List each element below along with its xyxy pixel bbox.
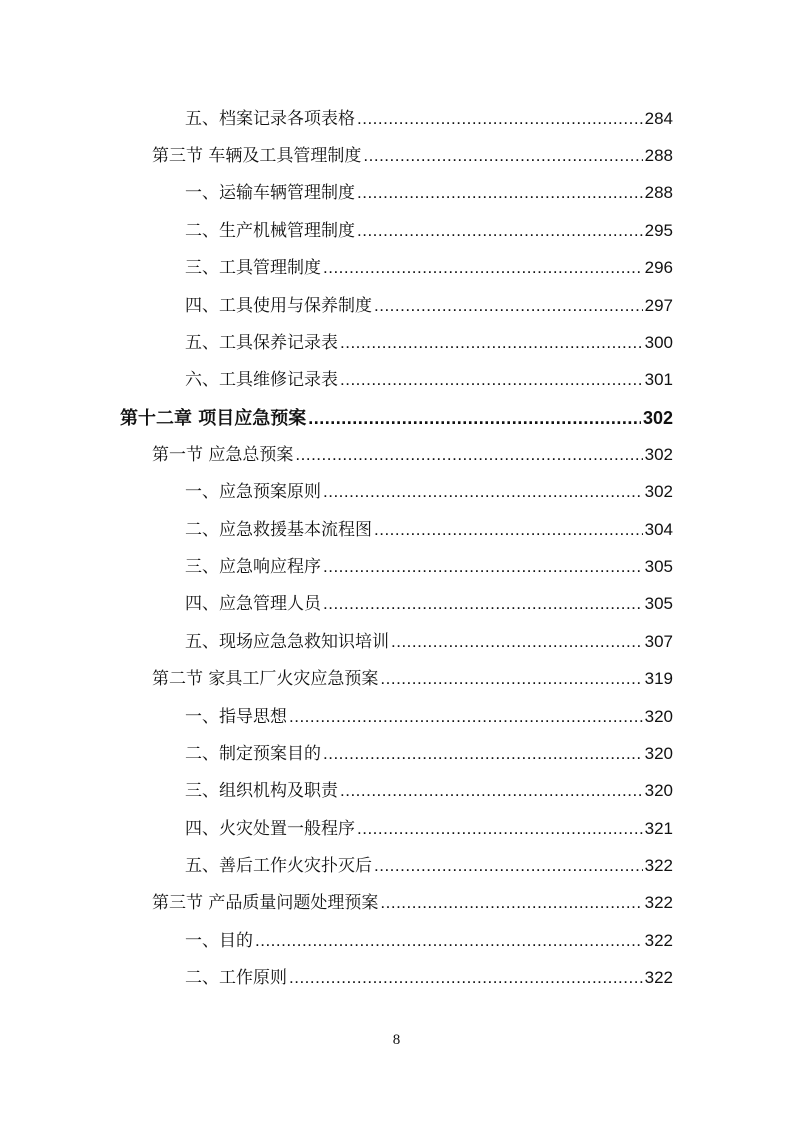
toc-entry-label: 二、工作原则 (185, 968, 287, 988)
toc-entry-label: 五、档案记录各项表格 (185, 109, 355, 129)
dot-leader (357, 218, 643, 244)
toc-entry[interactable] (0, 255, 673, 281)
toc-entry-label: 一、运输车辆管理制度 (185, 183, 355, 203)
toc-entry[interactable] (0, 367, 673, 393)
toc-entry[interactable] (0, 218, 673, 244)
toc-entry-page: 302 (644, 445, 673, 464)
toc-entry-label: 三、应急响应程序 (185, 557, 321, 577)
toc-entry[interactable] (0, 629, 673, 655)
dot-leader (323, 554, 643, 580)
toc-entry-label: 一、目的 (185, 931, 253, 951)
dot-leader (308, 405, 641, 431)
toc-entry-label: 五、现场应急急救知识培训 (185, 632, 389, 652)
toc-entry[interactable] (0, 180, 673, 206)
toc-entry-label: 一、应急预案原则 (185, 482, 321, 502)
dot-leader (374, 293, 643, 319)
toc-entry-page: 284 (644, 109, 673, 128)
toc-entry-label: 第一节 应急总预案 (152, 445, 294, 465)
toc-entry[interactable] (0, 890, 673, 916)
dot-leader (357, 106, 643, 132)
dot-leader (363, 143, 642, 169)
dot-leader (340, 367, 643, 393)
toc-entry[interactable] (0, 293, 673, 319)
toc-entry-page: 302 (642, 408, 673, 428)
toc-entry-label: 五、善后工作火灾扑灭后 (185, 856, 372, 876)
dot-leader (340, 330, 643, 356)
toc-entry[interactable] (0, 517, 673, 543)
dot-leader (295, 442, 642, 468)
dot-leader (380, 666, 642, 692)
toc-entry-page: 297 (644, 296, 673, 315)
toc-entry-label: 四、工具使用与保养制度 (185, 296, 372, 316)
toc-entry[interactable] (0, 330, 673, 356)
toc-entry[interactable] (0, 816, 673, 842)
toc-entry[interactable] (0, 778, 673, 804)
dot-leader (289, 965, 643, 991)
toc-entry[interactable] (0, 143, 673, 169)
toc-entry-page: 305 (644, 557, 673, 576)
toc-entry-label: 第三节 产品质量问题处理预案 (152, 893, 379, 913)
toc-entry-page: 321 (644, 819, 673, 838)
toc-entry-page: 322 (644, 856, 673, 875)
toc-entry-label: 二、应急救援基本流程图 (185, 520, 372, 540)
dot-leader (323, 591, 643, 617)
toc-entry[interactable] (0, 591, 673, 617)
dot-leader (357, 180, 643, 206)
toc-entry-page: 296 (644, 258, 673, 277)
toc-entry-page: 301 (644, 370, 673, 389)
dot-leader (323, 479, 643, 505)
toc-entry[interactable] (0, 554, 673, 580)
dot-leader (391, 629, 643, 655)
toc-entry[interactable] (0, 965, 673, 991)
dot-leader (323, 255, 643, 281)
dot-leader (323, 741, 643, 767)
toc-entry[interactable] (0, 741, 673, 767)
toc-entry-label: 三、工具管理制度 (185, 258, 321, 278)
dot-leader (374, 853, 643, 879)
toc-entry[interactable] (0, 479, 673, 505)
toc-entry[interactable] (0, 704, 673, 730)
toc-entry-label: 五、工具保养记录表 (185, 333, 338, 353)
toc-entry-page: 305 (644, 594, 673, 613)
dot-leader (340, 778, 643, 804)
toc-entry-page: 322 (644, 968, 673, 987)
dot-leader (357, 816, 643, 842)
toc-entry-label: 六、工具维修记录表 (185, 370, 338, 390)
toc-entry[interactable] (0, 928, 673, 954)
toc-entry-label: 四、应急管理人员 (185, 594, 321, 614)
toc-entry-page: 302 (644, 482, 673, 501)
page-number: 8 (392, 1032, 401, 1048)
toc-entry[interactable] (0, 666, 673, 692)
toc-entry-page: 320 (644, 781, 673, 800)
toc-entry-label: 第二节 家具工厂火灾应急预案 (152, 669, 379, 689)
toc-entry-label: 三、组织机构及职责 (185, 781, 338, 801)
dot-leader (289, 704, 643, 730)
toc-entry-label: 二、生产机械管理制度 (185, 221, 355, 241)
toc-entry-page: 320 (644, 707, 673, 726)
toc-entry-label: 二、制定预案目的 (185, 744, 321, 764)
toc-entry-page: 288 (644, 146, 673, 165)
toc-entry-page: 319 (644, 669, 673, 688)
toc-entry-page: 322 (644, 931, 673, 950)
toc-entry-page: 300 (644, 333, 673, 352)
toc-entry[interactable] (0, 853, 673, 879)
toc-entry-page: 304 (644, 520, 673, 539)
toc-entry-label: 第十二章 项目应急预案 (120, 408, 307, 429)
dot-leader (380, 890, 642, 916)
toc-chapter-entry[interactable] (0, 405, 673, 431)
toc-entry-label: 四、火灾处置一般程序 (185, 819, 355, 839)
dot-leader (374, 517, 643, 543)
toc-entry[interactable] (0, 442, 673, 468)
toc-entry-page: 307 (644, 632, 673, 651)
toc-entry-label: 一、指导思想 (185, 707, 287, 727)
toc-entry[interactable] (0, 106, 673, 132)
toc-entry-label: 第三节 车辆及工具管理制度 (152, 146, 362, 166)
toc-entry-page: 320 (644, 744, 673, 763)
dot-leader (255, 928, 643, 954)
toc-entry-page: 322 (644, 893, 673, 912)
toc-entry-page: 288 (644, 183, 673, 202)
toc-entry-page: 295 (644, 221, 673, 240)
